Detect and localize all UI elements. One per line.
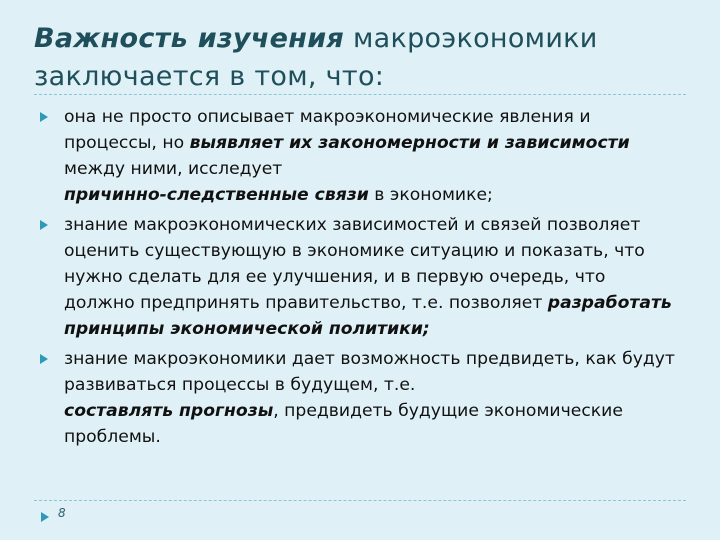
bullet-1-text-2: между ними, исследует bbox=[64, 159, 283, 179]
bullet-3-text-1: знание макроэкономики дает возможность предвидеть, как будут развиваться процессы в будущем, т.е. bbox=[64, 349, 675, 395]
bullet-1-bold-1: выявляет их закономерности и зависимости bbox=[189, 133, 630, 153]
bullet-1-bold-2: причинно-следственные связи bbox=[64, 185, 369, 205]
bullet-3-bold-1: составлять прогнозы bbox=[64, 401, 274, 421]
bullet-list bbox=[40, 104, 680, 454]
bullet-item-1 bbox=[40, 104, 680, 208]
bullet-arrow-icon bbox=[40, 220, 48, 230]
bullet-item-2 bbox=[40, 212, 680, 342]
bullet-item-3 bbox=[40, 346, 680, 450]
bullet-2-text-1: знание макроэкономических зависимостей и связей позволяет оценить существующую в экономике ситуацию и показать, что нужно сделать для ее улучшения, и в первую очередь, что должно предпринять правительство, т.е. позволяет bbox=[64, 215, 645, 313]
top-divider bbox=[34, 94, 686, 95]
bottom-divider bbox=[34, 500, 686, 501]
bullet-arrow-icon bbox=[40, 112, 48, 122]
bullet-arrow-icon bbox=[40, 354, 48, 364]
bullet-1-text-1: она не просто описывает макроэкономические явления и процессы, но bbox=[64, 107, 591, 153]
page-number: 8 bbox=[58, 506, 66, 520]
footer-arrow-icon bbox=[41, 512, 49, 522]
bullet-2-bold-1: разработать принципы экономической политики bbox=[64, 293, 672, 339]
bullet-3-text-2: , предвидеть будущие экономические проблемы. bbox=[64, 401, 623, 447]
title-emphasis: Важность изучения bbox=[34, 23, 345, 54]
bullet-2-text-2: ; bbox=[422, 319, 430, 339]
bullet-1-text-3: в экономике; bbox=[368, 185, 493, 205]
title-rest: макроэкономики заключается в том, что: bbox=[34, 23, 598, 92]
slide-title bbox=[34, 20, 694, 96]
